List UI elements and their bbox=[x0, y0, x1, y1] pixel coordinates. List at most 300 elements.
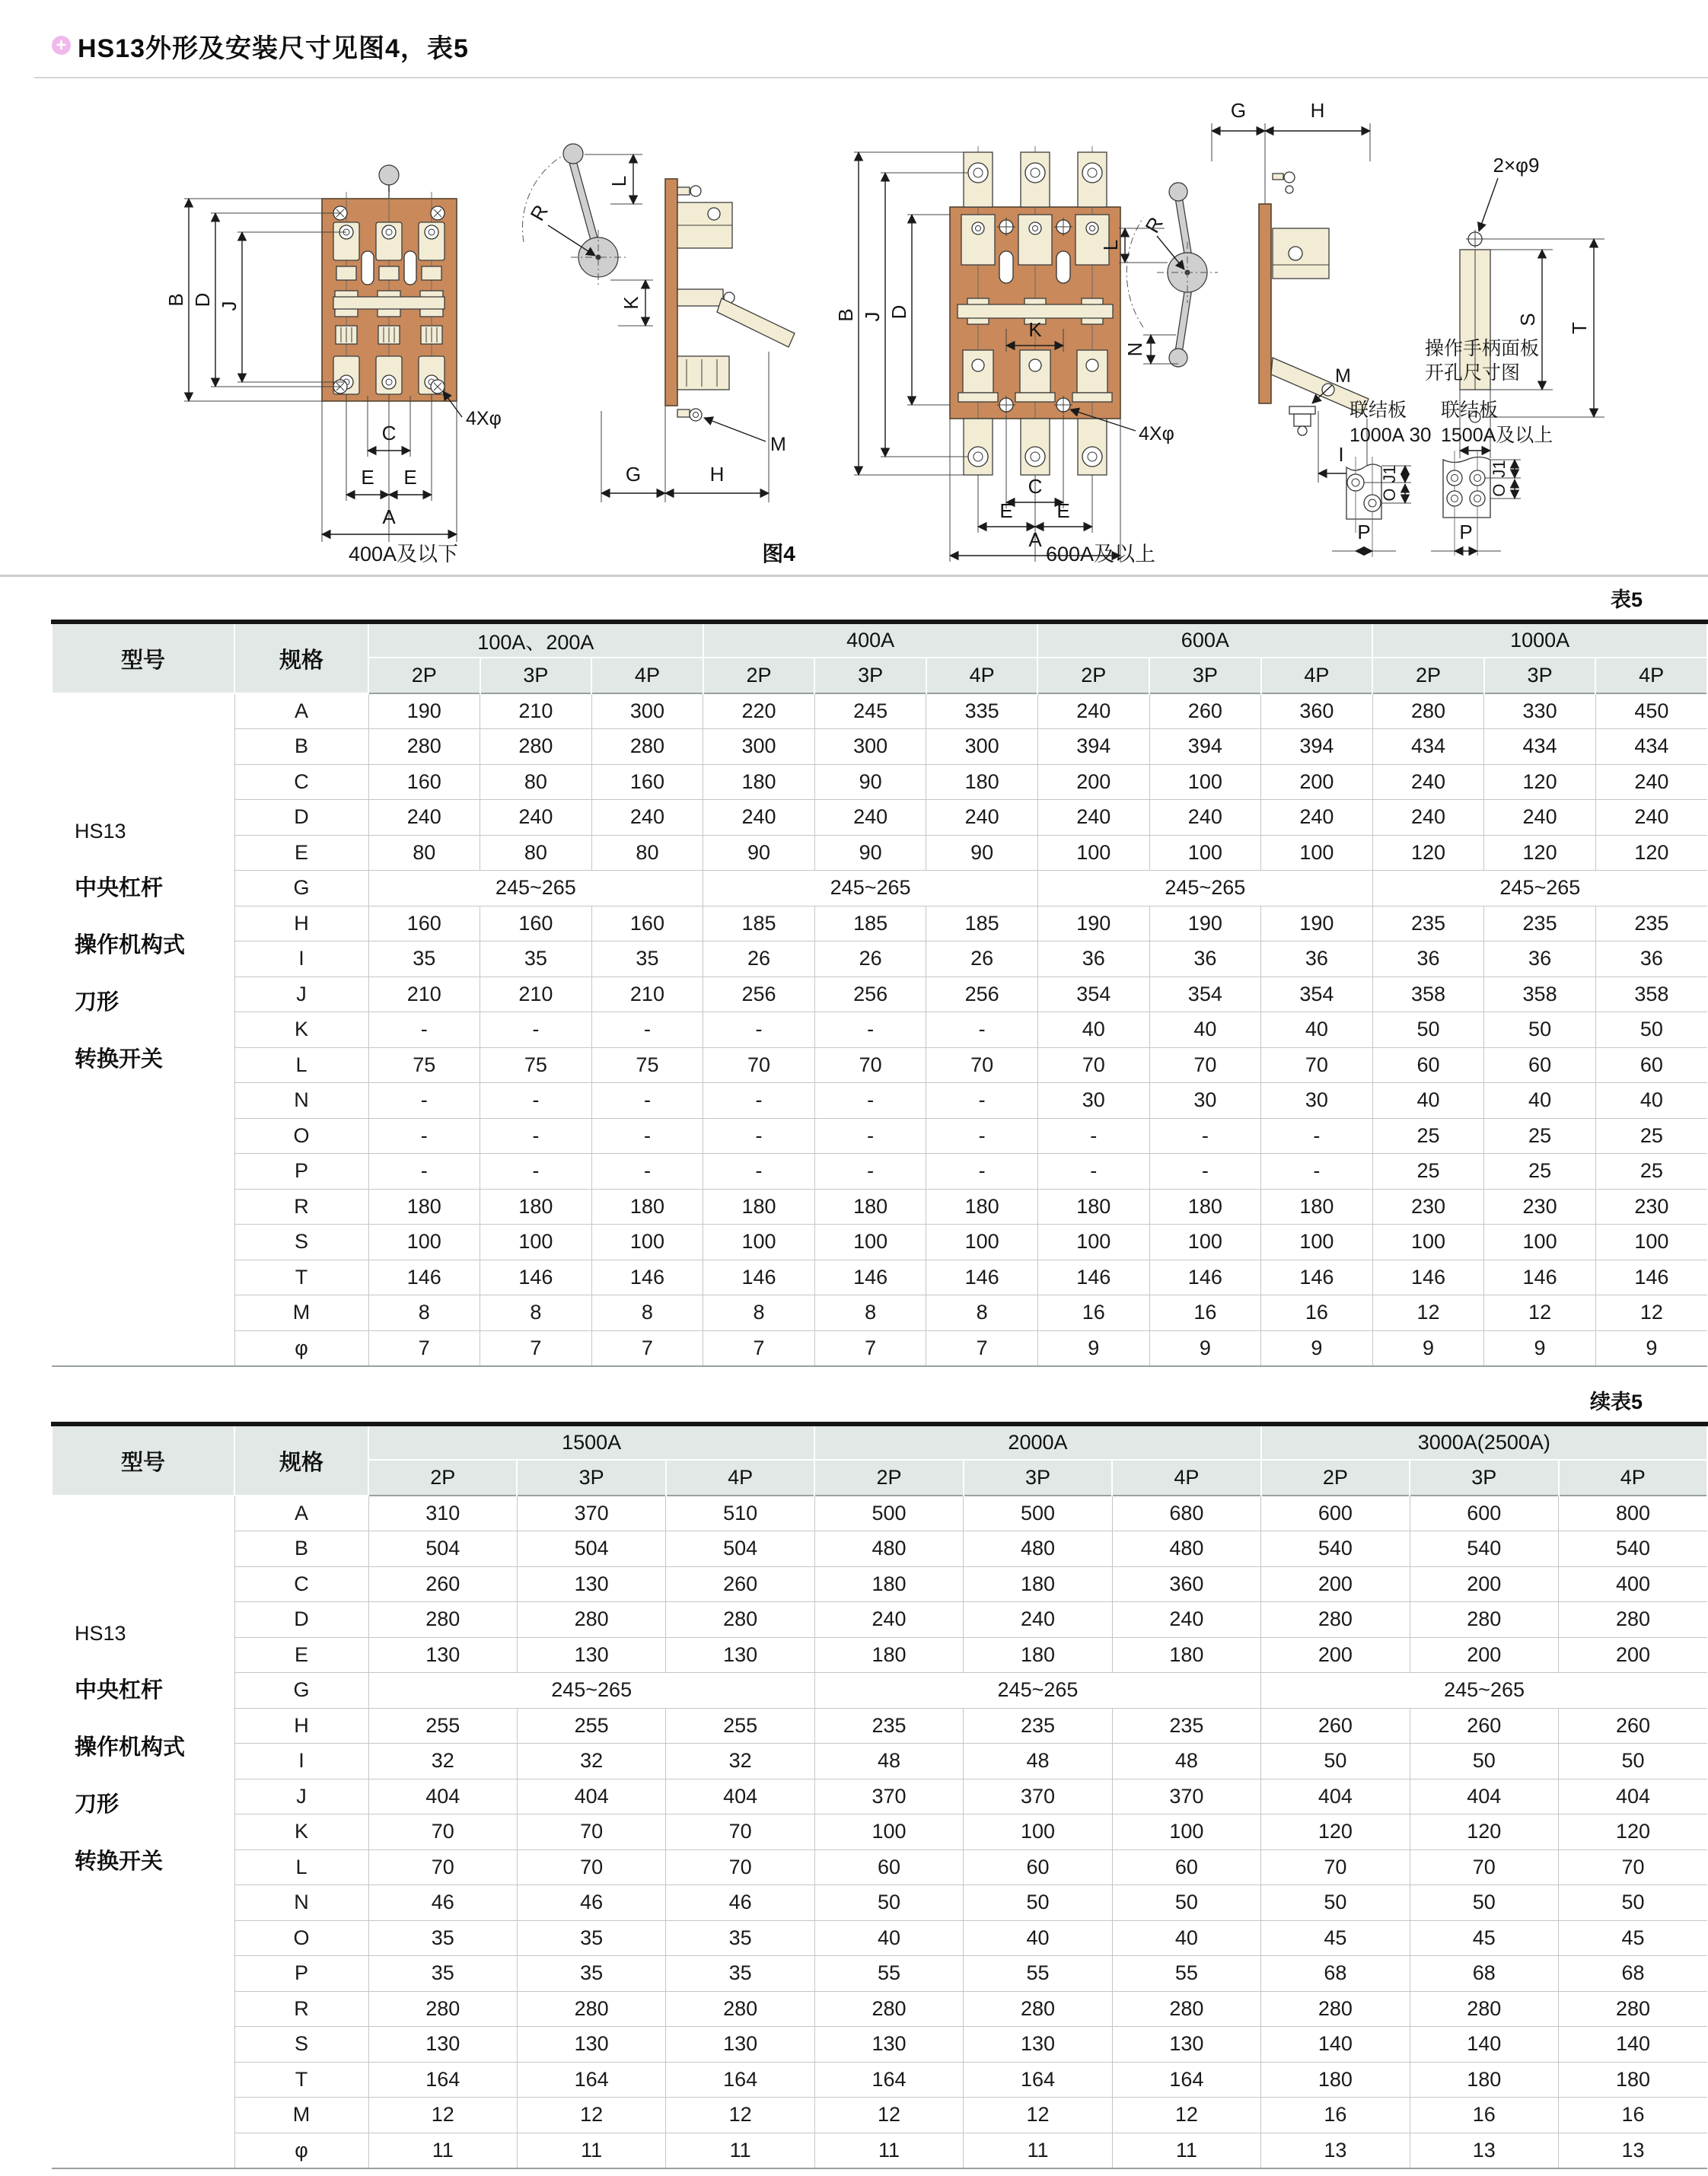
value-cell: 40 bbox=[964, 1920, 1112, 1956]
value-cell: 130 bbox=[368, 1637, 517, 1673]
dim-o-label: O bbox=[1490, 483, 1509, 497]
value-cell: 146 bbox=[480, 1260, 592, 1295]
value-cell: 190 bbox=[368, 693, 480, 729]
value-cell: 26 bbox=[926, 941, 1038, 977]
value-cell: 68 bbox=[1559, 1956, 1708, 1992]
value-cell: 280 bbox=[1261, 1602, 1410, 1638]
dim-d-label: D bbox=[191, 292, 214, 307]
value-cell: 100 bbox=[1149, 764, 1261, 800]
value-cell: 100 bbox=[703, 1225, 815, 1260]
value-cell: - bbox=[703, 1154, 815, 1190]
dim-j-label: J bbox=[861, 311, 884, 322]
value-cell: 70 bbox=[666, 1814, 814, 1850]
value-cell: 190 bbox=[1149, 906, 1261, 941]
value-cell: 200 bbox=[1037, 764, 1149, 800]
value-cell: - bbox=[926, 1154, 1038, 1190]
value-cell: 480 bbox=[964, 1531, 1112, 1567]
current-rating-group-header: 3000A(2500A) bbox=[1261, 1424, 1707, 1460]
table-row bbox=[52, 1779, 1707, 1814]
dim-s-label: S bbox=[1516, 313, 1539, 327]
value-cell: 50 bbox=[1410, 1744, 1558, 1779]
value-cell: 100 bbox=[1261, 1225, 1373, 1260]
model-description-cell bbox=[52, 693, 234, 1366]
value-cell: - bbox=[703, 1012, 815, 1048]
pole-count-header: 3P bbox=[1484, 658, 1596, 693]
table-row bbox=[52, 1295, 1707, 1331]
value-cell: 11 bbox=[964, 2133, 1112, 2168]
value-cell: 480 bbox=[814, 1531, 963, 1567]
value-cell: 25 bbox=[1595, 1118, 1707, 1154]
dim-k-label: K bbox=[620, 296, 642, 310]
pole-count-header: 2P bbox=[368, 1460, 517, 1496]
value-cell: 12 bbox=[964, 2098, 1112, 2133]
value-cell: 280 bbox=[368, 729, 480, 765]
value-cell: 100 bbox=[1372, 1225, 1484, 1260]
value-cell: 185 bbox=[814, 906, 926, 941]
value-cell: 240 bbox=[480, 800, 592, 836]
value-cell: 240 bbox=[814, 800, 926, 836]
value-cell: 80 bbox=[591, 835, 703, 871]
value-cell: 70 bbox=[1410, 1849, 1558, 1885]
value-cell: 510 bbox=[666, 1496, 814, 1531]
value-cell: 16 bbox=[1261, 2098, 1410, 2133]
value-cell: 140 bbox=[1559, 2027, 1708, 2063]
value-cell: 280 bbox=[1559, 1991, 1708, 2027]
value-cell: 160 bbox=[368, 764, 480, 800]
value-cell: 13 bbox=[1559, 2133, 1708, 2168]
value-cell: 370 bbox=[964, 1779, 1112, 1814]
spec-label-cell: N bbox=[234, 1083, 368, 1119]
value-cell: 130 bbox=[1112, 2027, 1260, 2063]
value-cell: 130 bbox=[964, 2027, 1112, 2063]
spec-label-cell: K bbox=[234, 1012, 368, 1048]
value-cell: 180 bbox=[926, 764, 1038, 800]
value-cell: 7 bbox=[591, 1330, 703, 1366]
handle-panel-cutout-detail bbox=[1410, 154, 1604, 458]
value-cell: 230 bbox=[1372, 1189, 1484, 1225]
value-cell: 11 bbox=[814, 2133, 963, 2168]
value-cell: 25 bbox=[1595, 1154, 1707, 1190]
value-cell: 40 bbox=[1595, 1083, 1707, 1119]
value-cell: 68 bbox=[1410, 1956, 1558, 1992]
value-cell: 40 bbox=[1372, 1083, 1484, 1119]
value-cell: - bbox=[480, 1083, 592, 1119]
value-cell: - bbox=[591, 1154, 703, 1190]
spec-label-cell: I bbox=[234, 1744, 368, 1779]
value-cell: 180 bbox=[926, 1189, 1038, 1225]
value-cell: 256 bbox=[703, 976, 815, 1012]
value-cell: 9 bbox=[1484, 1330, 1596, 1366]
value-cell: 504 bbox=[517, 1531, 665, 1567]
value-cell: 280 bbox=[666, 1991, 814, 2027]
pole-count-header: 3P bbox=[480, 658, 592, 693]
value-cell: 50 bbox=[1261, 1744, 1410, 1779]
value-cell: 280 bbox=[517, 1602, 665, 1638]
value-cell: 146 bbox=[703, 1260, 815, 1295]
value-cell: 35 bbox=[368, 1920, 517, 1956]
value-cell: 200 bbox=[1261, 1637, 1410, 1673]
value-cell: 240 bbox=[1037, 800, 1149, 836]
pole-count-header: 2P bbox=[703, 658, 815, 693]
value-cell: 16 bbox=[1261, 1295, 1373, 1331]
dim-i-label: I bbox=[1338, 443, 1344, 466]
table-row bbox=[52, 1885, 1707, 1921]
dim-j1-label: J1 bbox=[1380, 465, 1399, 483]
value-cell: 600 bbox=[1261, 1496, 1410, 1531]
table-row bbox=[52, 1991, 1707, 2027]
table-row bbox=[52, 871, 1707, 906]
table-row bbox=[52, 1012, 1707, 1048]
value-cell: 180 bbox=[1261, 2062, 1410, 2098]
value-cell: 180 bbox=[1410, 2062, 1558, 2098]
value-cell: 404 bbox=[1410, 1779, 1558, 1814]
spec-label-cell: P bbox=[234, 1956, 368, 1992]
value-cell: 50 bbox=[1410, 1885, 1558, 1921]
value-cell: 36 bbox=[1595, 941, 1707, 977]
link-plate-size: 1000A bbox=[1350, 425, 1405, 446]
value-cell: 180 bbox=[964, 1637, 1112, 1673]
value-cell: 60 bbox=[1595, 1047, 1707, 1083]
dim-e-label: E bbox=[361, 466, 374, 489]
value-cell: 13 bbox=[1410, 2133, 1558, 2168]
model-line: 操作机构式 bbox=[75, 1735, 186, 1760]
value-cell: 245~265 bbox=[814, 1673, 1260, 1709]
value-cell: 180 bbox=[703, 764, 815, 800]
table-row bbox=[52, 906, 1707, 941]
value-cell: - bbox=[814, 1083, 926, 1119]
value-cell: 220 bbox=[703, 693, 815, 729]
value-cell: 358 bbox=[1484, 976, 1596, 1012]
value-cell: 70 bbox=[1261, 1047, 1373, 1083]
value-cell: 25 bbox=[1372, 1118, 1484, 1154]
table-row bbox=[52, 1566, 1707, 1602]
spec-label-cell: S bbox=[234, 1225, 368, 1260]
dim-k-label: K bbox=[1028, 318, 1042, 341]
pole-count-header: 4P bbox=[666, 1460, 814, 1496]
pole-count-header: 2P bbox=[368, 658, 480, 693]
value-cell: 35 bbox=[517, 1920, 665, 1956]
value-cell: 190 bbox=[1037, 906, 1149, 941]
value-cell: 146 bbox=[1261, 1260, 1373, 1295]
value-cell: 70 bbox=[517, 1849, 665, 1885]
value-cell: 245~265 bbox=[368, 1673, 814, 1709]
value-cell: 70 bbox=[368, 1849, 517, 1885]
value-cell: 130 bbox=[666, 1637, 814, 1673]
value-cell: 200 bbox=[1410, 1566, 1558, 1602]
value-cell: 100 bbox=[591, 1225, 703, 1260]
value-cell: 100 bbox=[814, 1814, 963, 1850]
model-line: 中央杠杆 bbox=[75, 876, 164, 900]
value-cell: 100 bbox=[1037, 835, 1149, 871]
dim-m-label: M bbox=[770, 434, 786, 455]
value-cell: 12 bbox=[1595, 1295, 1707, 1331]
value-cell: 280 bbox=[368, 1991, 517, 2027]
spec-label-cell: G bbox=[234, 1673, 368, 1709]
value-cell: 180 bbox=[964, 1566, 1112, 1602]
value-cell: 70 bbox=[1037, 1047, 1149, 1083]
value-cell: 240 bbox=[926, 800, 1038, 836]
value-cell: 32 bbox=[368, 1744, 517, 1779]
value-cell: 245~265 bbox=[1372, 871, 1707, 906]
table-row bbox=[52, 1814, 1707, 1850]
value-cell: 280 bbox=[814, 1991, 963, 2027]
table-row bbox=[52, 1083, 1707, 1119]
value-cell: 9 bbox=[1261, 1330, 1373, 1366]
spec-label-cell: B bbox=[234, 1531, 368, 1567]
table-row bbox=[52, 2098, 1707, 2133]
value-cell: 180 bbox=[703, 1189, 815, 1225]
dim-l-label: L bbox=[607, 175, 630, 187]
value-cell: 25 bbox=[1484, 1154, 1596, 1190]
value-cell: - bbox=[1261, 1154, 1373, 1190]
value-cell: 210 bbox=[591, 976, 703, 1012]
page-title: HS13外形及安装尺寸见图4，表5 bbox=[78, 34, 469, 63]
spec-label-cell: E bbox=[234, 1637, 368, 1673]
value-cell: 450 bbox=[1595, 693, 1707, 729]
dim-e-label: E bbox=[403, 466, 417, 489]
value-cell: 146 bbox=[1595, 1260, 1707, 1295]
table5-wrapper bbox=[51, 620, 1708, 1367]
value-cell: 185 bbox=[703, 906, 815, 941]
value-cell: 300 bbox=[703, 729, 815, 765]
value-cell: 280 bbox=[1372, 693, 1484, 729]
value-cell: 45 bbox=[1559, 1920, 1708, 1956]
value-cell: 200 bbox=[1410, 1637, 1558, 1673]
value-cell: 100 bbox=[480, 1225, 592, 1260]
pole-count-header: 4P bbox=[1112, 1460, 1260, 1496]
value-cell: 240 bbox=[1372, 800, 1484, 836]
table-row bbox=[52, 1225, 1707, 1260]
table5-tag: 表5 bbox=[1610, 588, 1643, 611]
caption-400a-and-below: 400A及以下 bbox=[348, 543, 459, 566]
value-cell: 240 bbox=[368, 800, 480, 836]
value-cell: - bbox=[1037, 1118, 1149, 1154]
value-cell: 280 bbox=[517, 1991, 665, 2027]
value-cell: 48 bbox=[964, 1744, 1112, 1779]
value-cell: 434 bbox=[1595, 729, 1707, 765]
value-cell: 70 bbox=[1149, 1047, 1261, 1083]
value-cell: 36 bbox=[1484, 941, 1596, 977]
pole-count-header: 2P bbox=[1037, 658, 1149, 693]
value-cell: 164 bbox=[1112, 2062, 1260, 2098]
spec-label-cell: J bbox=[234, 976, 368, 1012]
value-cell: 100 bbox=[1595, 1225, 1707, 1260]
value-cell: 255 bbox=[368, 1708, 517, 1744]
front-view-400a bbox=[164, 165, 502, 542]
value-cell: 7 bbox=[814, 1330, 926, 1366]
table-row bbox=[52, 941, 1707, 977]
value-cell: 235 bbox=[1484, 906, 1596, 941]
value-cell: 280 bbox=[1559, 1602, 1708, 1638]
value-cell: 240 bbox=[814, 1602, 963, 1638]
value-cell: 12 bbox=[666, 2098, 814, 2133]
value-cell: - bbox=[814, 1012, 926, 1048]
value-cell: 26 bbox=[703, 941, 815, 977]
panel-caption-line2: 开孔尺寸图 bbox=[1425, 362, 1521, 384]
value-cell: 260 bbox=[1261, 1708, 1410, 1744]
value-cell: 40 bbox=[1112, 1920, 1260, 1956]
table-row bbox=[52, 1744, 1707, 1779]
dim-j1-label: J1 bbox=[1490, 460, 1509, 478]
value-cell: 300 bbox=[926, 729, 1038, 765]
value-cell: 9 bbox=[1149, 1330, 1261, 1366]
dim-h-label: H bbox=[709, 463, 725, 486]
value-cell: 12 bbox=[368, 2098, 517, 2133]
value-cell: 70 bbox=[1559, 1849, 1708, 1885]
value-cell: 36 bbox=[1149, 941, 1261, 977]
value-cell: 11 bbox=[517, 2133, 665, 2168]
table-row bbox=[52, 2027, 1707, 2063]
spec-label-cell: D bbox=[234, 1602, 368, 1638]
value-cell: 30 bbox=[1037, 1083, 1149, 1119]
dim-d-label: D bbox=[887, 304, 910, 320]
value-cell: 358 bbox=[1372, 976, 1484, 1012]
value-cell: 35 bbox=[368, 1956, 517, 1992]
value-cell: 358 bbox=[1595, 976, 1707, 1012]
table5-continued-wrapper bbox=[51, 1422, 1708, 2169]
pole-count-header: 3P bbox=[1410, 1460, 1558, 1496]
caption-figure-4: 图4 bbox=[762, 542, 795, 566]
value-cell: 240 bbox=[1484, 800, 1596, 836]
value-cell: 504 bbox=[666, 1531, 814, 1567]
value-cell: 75 bbox=[368, 1047, 480, 1083]
table-row bbox=[52, 1154, 1707, 1190]
table-row bbox=[52, 2133, 1707, 2168]
value-cell: 35 bbox=[517, 1956, 665, 1992]
current-rating-group-header: 400A bbox=[703, 622, 1038, 658]
value-cell: 500 bbox=[814, 1496, 963, 1531]
value-cell: 36 bbox=[1372, 941, 1484, 977]
value-cell: 30 bbox=[1149, 1083, 1261, 1119]
table-row bbox=[52, 976, 1707, 1012]
spec-label-cell: φ bbox=[234, 2133, 368, 2168]
value-cell: 40 bbox=[1149, 1012, 1261, 1048]
value-cell: 50 bbox=[1595, 1012, 1707, 1048]
spec-label-cell: B bbox=[234, 729, 368, 765]
value-cell: 164 bbox=[814, 2062, 963, 2098]
value-cell: 36 bbox=[1037, 941, 1149, 977]
value-cell: 35 bbox=[666, 1920, 814, 1956]
value-cell: 245~265 bbox=[703, 871, 1038, 906]
value-cell: 180 bbox=[1559, 2062, 1708, 2098]
value-cell: 540 bbox=[1410, 1531, 1558, 1567]
model-column-header: 型号 bbox=[52, 1424, 234, 1496]
spec-column-header: 规格 bbox=[234, 1424, 368, 1496]
spec-column-header: 规格 bbox=[234, 622, 368, 693]
value-cell: 404 bbox=[517, 1779, 665, 1814]
figure-table-divider bbox=[0, 575, 1708, 577]
value-cell: 235 bbox=[814, 1708, 963, 1744]
section-bullet-icon: + bbox=[52, 36, 71, 55]
value-cell: 330 bbox=[1484, 693, 1596, 729]
value-cell: 280 bbox=[1112, 1991, 1260, 2027]
value-cell: 48 bbox=[1112, 1744, 1260, 1779]
value-cell: 504 bbox=[368, 1531, 517, 1567]
value-cell: 32 bbox=[666, 1744, 814, 1779]
link-plate-label: 联结板 bbox=[1350, 400, 1407, 421]
value-cell: 30 bbox=[1261, 1083, 1373, 1119]
value-cell: 240 bbox=[703, 800, 815, 836]
table5 bbox=[51, 620, 1708, 1367]
value-cell: 394 bbox=[1037, 729, 1149, 765]
panel-caption-line1: 操作手柄面板 bbox=[1425, 338, 1540, 359]
value-cell: 16 bbox=[1410, 2098, 1558, 2133]
value-cell: - bbox=[368, 1012, 480, 1048]
dim-p-label: P bbox=[1459, 521, 1473, 543]
value-cell: 240 bbox=[1037, 693, 1149, 729]
model-line: 操作机构式 bbox=[75, 933, 186, 957]
value-cell: - bbox=[480, 1154, 592, 1190]
value-cell: 146 bbox=[1149, 1260, 1261, 1295]
spec-label-cell: K bbox=[234, 1814, 368, 1850]
value-cell: 48 bbox=[814, 1744, 963, 1779]
dim-n-label: N bbox=[1123, 342, 1146, 357]
value-cell: 800 bbox=[1559, 1496, 1708, 1531]
dim-g-label: G bbox=[1230, 99, 1247, 122]
link-plate-1500a-detail bbox=[1431, 400, 1553, 556]
value-cell: 80 bbox=[368, 835, 480, 871]
value-cell: 100 bbox=[368, 1225, 480, 1260]
value-cell: 335 bbox=[926, 693, 1038, 729]
value-cell: 50 bbox=[1372, 1012, 1484, 1048]
value-cell: - bbox=[480, 1118, 592, 1154]
spec-label-cell: H bbox=[234, 906, 368, 941]
value-cell: 146 bbox=[591, 1260, 703, 1295]
pole-count-header: 4P bbox=[1595, 658, 1707, 693]
value-cell: 680 bbox=[1112, 1496, 1260, 1531]
value-cell: 100 bbox=[1484, 1225, 1596, 1260]
spec-label-cell: M bbox=[234, 2098, 368, 2133]
value-cell: 45 bbox=[1410, 1920, 1558, 1956]
value-cell: 55 bbox=[814, 1956, 963, 1992]
current-rating-group-header: 600A bbox=[1037, 622, 1372, 658]
model-column-header: 型号 bbox=[52, 622, 234, 693]
value-cell: 12 bbox=[1484, 1295, 1596, 1331]
holes-2xphi9-note: 2×φ9 bbox=[1493, 154, 1540, 177]
link-plate-1000a-detail bbox=[1332, 400, 1411, 557]
value-cell: 55 bbox=[1112, 1956, 1260, 1992]
value-cell: 40 bbox=[1037, 1012, 1149, 1048]
value-cell: 9 bbox=[1595, 1330, 1707, 1366]
value-cell: 240 bbox=[1261, 800, 1373, 836]
value-cell: 404 bbox=[1559, 1779, 1708, 1814]
value-cell: - bbox=[926, 1118, 1038, 1154]
value-cell: - bbox=[591, 1118, 703, 1154]
value-cell: 180 bbox=[368, 1189, 480, 1225]
table-row bbox=[52, 1496, 1707, 1531]
value-cell: 180 bbox=[814, 1637, 963, 1673]
dim-l-label: L bbox=[1099, 239, 1122, 251]
value-cell: 8 bbox=[480, 1295, 592, 1331]
value-cell: 240 bbox=[1595, 800, 1707, 836]
value-cell: 400 bbox=[1559, 1566, 1708, 1602]
table-row bbox=[52, 1189, 1707, 1225]
value-cell: 11 bbox=[1112, 2133, 1260, 2168]
value-cell: - bbox=[591, 1083, 703, 1119]
value-cell: - bbox=[1149, 1118, 1261, 1154]
value-cell: 7 bbox=[368, 1330, 480, 1366]
figure-4-drawings bbox=[0, 0, 1708, 576]
value-cell: 164 bbox=[368, 2062, 517, 2098]
value-cell: 55 bbox=[964, 1956, 1112, 1992]
pole-count-header: 4P bbox=[591, 658, 703, 693]
value-cell: - bbox=[926, 1083, 1038, 1119]
value-cell: 260 bbox=[368, 1566, 517, 1602]
value-cell: 146 bbox=[368, 1260, 480, 1295]
value-cell: 40 bbox=[814, 1920, 963, 1956]
value-cell: 240 bbox=[1112, 1602, 1260, 1638]
value-cell: 394 bbox=[1149, 729, 1261, 765]
